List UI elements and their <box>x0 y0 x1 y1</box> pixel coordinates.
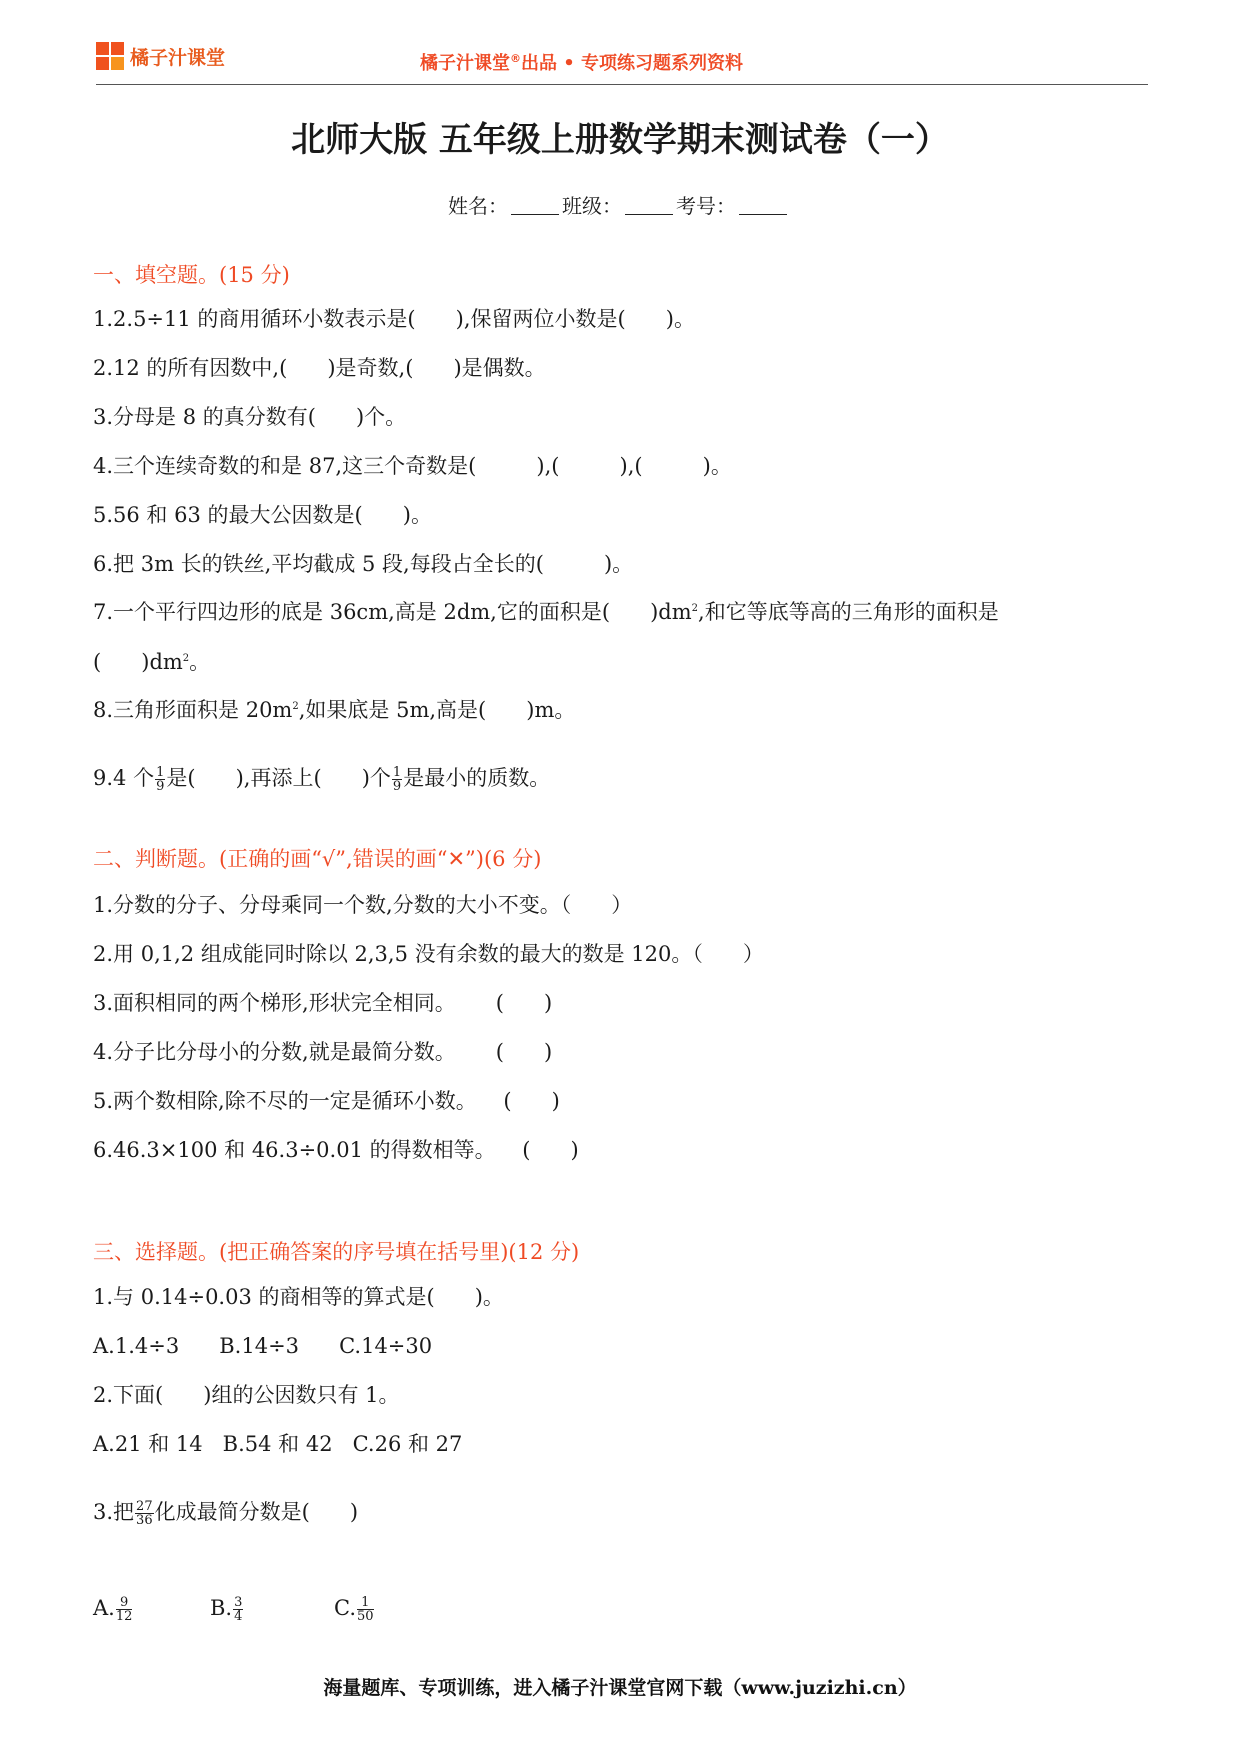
section-3-heading: 三、选择题。(把正确答案的序号填在括号里)(12 分) <box>93 1240 580 1264</box>
s2-question-3: 3.面积相同的两个梯形,形状完全相同。 ( ) <box>93 991 553 1015</box>
s3-question-1-options: A.1.4÷3 B.14÷3 C.14÷30 <box>93 1334 433 1358</box>
s1-question-2: 2.12 的所有因数中,( )是奇数,( )是偶数。 <box>93 356 546 380</box>
fraction-option-a: $\frac{9}{12}$ <box>115 1595 133 1624</box>
fraction-27-36: $\frac{27}{36}$ <box>136 1499 153 1528</box>
s2-question-2: 2.用 0,1,2 组成能同时除以 2,3,5 没有余数的最大的数是 120。（ ） <box>93 942 764 966</box>
s1-question-9: 9.4 个 $\frac{1}{9}$ 是( ),再添上( )个 $\frac{1}{9}$ 是最小的质数。 <box>93 765 551 794</box>
class-label: 班级： <box>562 194 622 218</box>
page-footer: 海量题库、专项训练，进入橘子汁课堂官网下载（www.juzizhi.cn） <box>323 1677 917 1699</box>
class-blank[interactable] <box>625 196 673 215</box>
id-label: 考号： <box>676 194 736 218</box>
s2-question-5: 5.两个数相除,除不尽的一定是循环小数。 ( ) <box>93 1089 560 1113</box>
fraction-one-ninth: $\frac{1}{9}$ <box>392 765 402 794</box>
name-blank[interactable] <box>511 196 559 215</box>
section-1-heading: 一、填空题。(15 分) <box>93 263 290 287</box>
s3-question-3: 3.把 $\frac{27}{36}$ 化成最简分数是( ) <box>93 1499 359 1528</box>
s2-question-6: 6.46.3×100 和 46.3÷0.01 的得数相等。 ( ) <box>93 1138 579 1162</box>
header-tagline: 橘子汁课堂®出品 • 专项练习题系列资料 <box>420 52 744 74</box>
s1-question-8: 8.三角形面积是 $20m^2$,如果底是 5m,高是( )m。 <box>93 698 576 722</box>
s3-q3-option-c: C. $\frac{1}{50}$ <box>334 1595 374 1624</box>
logo-text: 橘子汁课堂 <box>130 46 226 69</box>
s1-question-3: 3.分母是 8 的真分数有( )个。 <box>93 405 407 429</box>
s1-question-7-cont: ( )$dm^2$。 <box>93 650 211 674</box>
s1-question-5: 5.56 和 63 的最大公因数是( )。 <box>93 503 432 527</box>
s1-question-7: 7.一个平行四边形的底是 36cm,高是 2dm,它的面积是( )$dm^2$,和它等底等高的三角形的面积是 <box>93 600 999 624</box>
fraction-option-c: $\frac{1}{50}$ <box>357 1595 374 1624</box>
id-blank[interactable] <box>739 196 787 215</box>
student-info <box>448 190 790 219</box>
s1-question-6: 6.把 3m 长的铁丝,平均截成 5 段,每段占全长的( )。 <box>93 552 634 576</box>
s3-question-1: 1.与 0.14÷0.03 的商相等的算式是( )。 <box>93 1285 504 1309</box>
page-title: 北师大版 五年级上册数学期末测试卷（一） <box>291 120 949 160</box>
fraction-one-ninth: $\frac{1}{9}$ <box>156 765 165 794</box>
s1-question-1: 1.2.5÷11 的商用循环小数表示是( ),保留两位小数是( )。 <box>93 307 695 331</box>
s3-question-2: 2.下面( )组的公因数只有 1。 <box>93 1383 400 1407</box>
s3-q3-option-b: B. $\frac{3}{4}$ <box>210 1595 243 1624</box>
s1-question-4: 4.三个连续奇数的和是 87,这三个奇数是( ),( ),( )。 <box>93 454 732 478</box>
name-label: 姓名： <box>448 194 508 218</box>
brand-logo <box>96 42 225 70</box>
fraction-option-b: $\frac{3}{4}$ <box>234 1595 243 1624</box>
s3-q3-option-a: A. $\frac{9}{12}$ <box>93 1595 133 1624</box>
logo-icon <box>96 42 124 70</box>
header-divider <box>96 84 1148 85</box>
s2-question-4: 4.分子比分母小的分数,就是最简分数。 ( ) <box>93 1040 553 1064</box>
s2-question-1: 1.分数的分子、分母乘同一个数,分数的大小不变。（ ） <box>93 893 633 917</box>
section-2-heading: 二、判断题。(正确的画“√”,错误的画“✕”)(6 分) <box>93 847 542 871</box>
s3-question-2-options: A.21 和 14 B.54 和 42 C.26 和 27 <box>93 1432 463 1456</box>
